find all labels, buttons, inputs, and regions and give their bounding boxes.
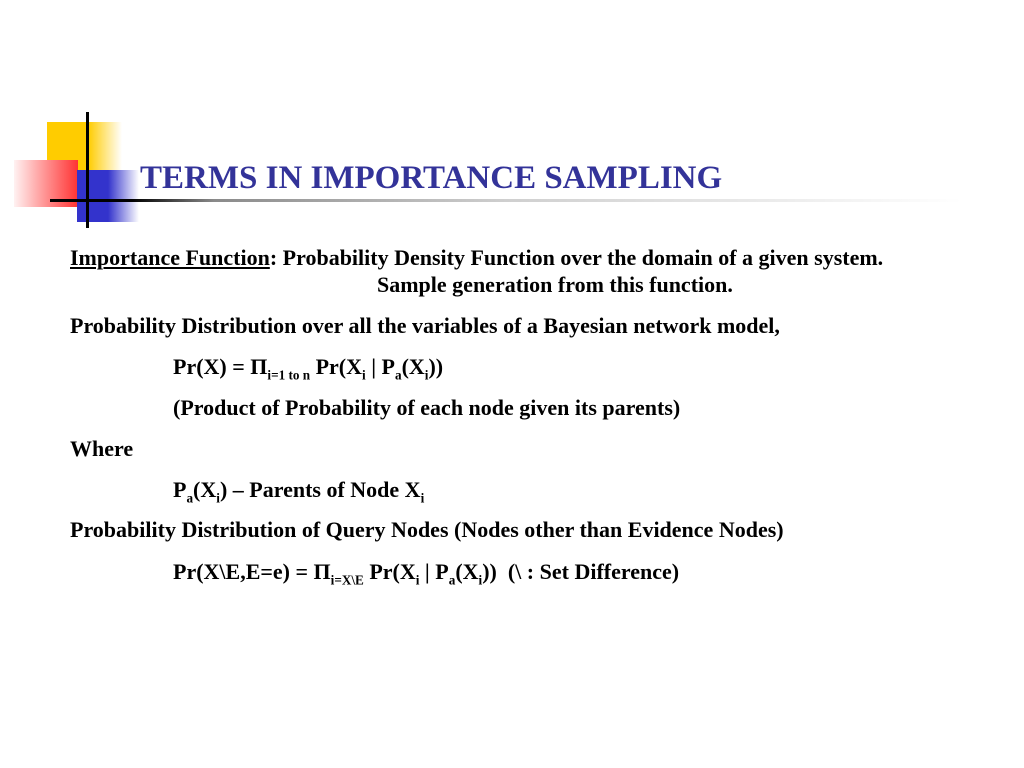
formula-subscript: i bbox=[362, 367, 366, 383]
importance-function-line bbox=[70, 244, 883, 271]
formula-subscript: a bbox=[448, 572, 456, 588]
vertical-rule bbox=[86, 112, 89, 228]
slide-decoration bbox=[0, 0, 1024, 240]
formula-text: Pr(X\E,E=e) = Π bbox=[173, 559, 331, 584]
formula-text: Pr(X bbox=[363, 559, 416, 584]
formula-subscript: i bbox=[424, 367, 429, 383]
importance-function-definition: : Probability Density Function over the domain of a given system. bbox=[269, 245, 884, 270]
where-label: Where bbox=[70, 436, 134, 461]
formula-subscript: a bbox=[186, 490, 194, 506]
slide-title: TERMS IN IMPORTANCE SAMPLING bbox=[140, 160, 723, 196]
formula-text: (X bbox=[455, 559, 479, 584]
formula-subscript: i bbox=[420, 490, 425, 506]
query-intro: Probability Distribution of Query Nodes (Nodes other than Evidence Nodes) bbox=[70, 517, 784, 542]
joint-formula bbox=[173, 353, 444, 383]
formula-text: | P bbox=[419, 559, 449, 584]
formula-subscript: i=X\E bbox=[330, 572, 364, 588]
formula-subscript: i=1 to n bbox=[267, 367, 311, 383]
importance-function-term: Importance Function bbox=[70, 245, 270, 270]
importance-function-continuation: Sample generation from this function. bbox=[377, 272, 733, 297]
distribution-intro: Probability Distribution over all the variables of a Bayesian network model, bbox=[70, 313, 780, 338]
formula-text: (X bbox=[401, 354, 425, 379]
parents-definition bbox=[173, 476, 425, 506]
formula-subscript: i bbox=[478, 572, 483, 588]
formula-text: )) (\ : Set Difference) bbox=[482, 559, 680, 584]
formula-subscript: a bbox=[394, 367, 402, 383]
query-formula bbox=[173, 558, 680, 588]
title-underline-rule bbox=[50, 199, 962, 202]
formula-text: )) bbox=[428, 354, 444, 379]
formula-text: | P bbox=[365, 354, 395, 379]
joint-formula-note: (Product of Probability of each node given its parents) bbox=[173, 395, 681, 420]
formula-text: Pr(X bbox=[310, 354, 363, 379]
formula-text: Pr(X) = Π bbox=[173, 354, 268, 379]
formula-subscript: i bbox=[415, 572, 420, 588]
formula-text: P bbox=[173, 477, 187, 502]
formula-subscript: i bbox=[216, 490, 220, 506]
formula-text: (X bbox=[193, 477, 217, 502]
formula-text: ) – Parents of Node X bbox=[219, 477, 421, 502]
